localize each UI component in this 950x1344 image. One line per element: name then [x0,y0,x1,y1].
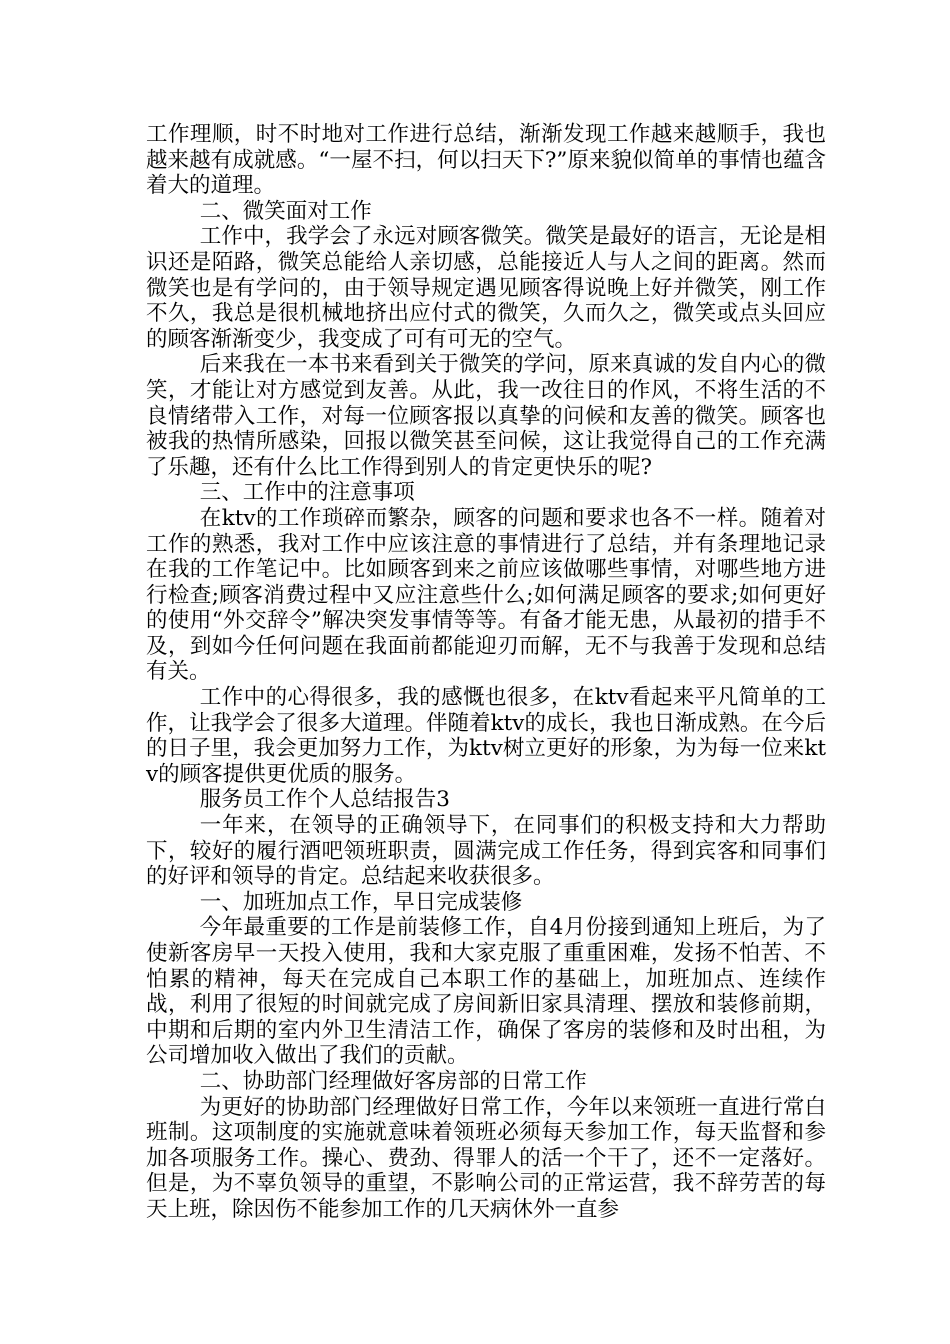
section-heading-smile: 二、微笑面对工作 [199,198,372,224]
paragraph-ktv-notes: 在ktv的工作琐碎而繁杂，顾客的问题和要求也各不一样。随着对工作的熟悉，我对工作中应该注意的事情进行了总结，并有条理地记录在我的工作笔记中。比如顾客到来之前应该做哪些事情，对哪些地方进行检查;顾客消费过程中又应注意些什么;如何满足顾客的要求;如何更好的使用“外交辞令”解决突发事情等等。有备才能无患，从最初的措手不及，到如今任何问题在我面前都能迎刃而解，无不与我善于发现和总结有关。 [146,505,826,685]
paragraph-ktv-reflection: 工作中的心得很多，我的感慨也很多，在ktv看起来平凡简单的工作，让我学会了很多大道理。伴随着ktv的成长，我也日渐成熟。在今后的日子里，我会更加努力工作，为ktv树立更好的形象，为为每一位来ktv的顾客提供更优质的服务。 [146,685,826,787]
section-heading-precautions: 三、工作中的注意事项 [199,480,415,506]
paragraph-renovation: 今年最重要的工作是前装修工作，自4月份接到通知上班后，为了使新客房早一天投入使用，我和大家克服了重重困难，发扬不怕苦、不怕累的精神，每天在完成自己本职工作的基础上，加班加点、连续作战，利用了很短的时间就完成了房间新旧家具清理、摆放和装修前期，中期和后期的室内外卫生清洁工作，确保了客房的装修和及时出租，为公司增加收入做出了我们的贡献。 [146,915,826,1069]
paragraph-daily-work: 为更好的协助部门经理做好日常工作，今年以来领班一直进行常白班制。这项制度的实施就意味着领班必须每天参加工作，每天监督和参加各项服务工作。操心、费劲、得罪人的活一个干了，还不一定落好。但是，为不辜负领导的重望，不影响公司的正常运营，我不辞劳苦的每天上班，除因伤不能参加工作的几天病休外一直参 [146,1094,826,1222]
section-heading-overtime: 一、加班加点工作，早日完成装修 [199,889,523,915]
paragraph-smile-sincerity: 后来我在一本书来看到关于微笑的学问，原来真诚的发自内心的微笑，才能让对方感觉到友善。从此，我一改往日的作风，不将生活的不良情绪带入工作，对每一位顾客报以真挚的问候和友善的微笑。顾客也被我的热情所感染，回报以微笑甚至问候，这让我觉得自己的工作充满了乐趣，还有什么比工作得到别人的肯定更快乐的呢? [146,352,826,480]
document-page [146,122,826,1223]
section-heading-assist-manager: 二、协助部门经理做好客房部的日常工作 [199,1068,587,1094]
paragraph-smile-learning: 工作中，我学会了永远对顾客微笑。微笑是最好的语言，无论是相识还是陌路，微笑总能给人亲切感，总能接近人与人之间的距离。然而微笑也是有学问的，由于领导规定遇见顾客得说晚上好并微笑，刚工作不久，我总是很机械地挤出应付式的微笑，久而久之，微笑或点头回应的顾客渐渐变少，我变成了可有可无的空气。 [146,224,826,352]
paragraph-intro-continuation: 工作理顺，时不时地对工作进行总结，渐渐发现工作越来越顺手，我也越来越有成就感。“一屋不扫，何以扫天下?”原来貌似简单的事情也蕴含着大的道理。 [146,122,826,199]
report-title-3: 服务员工作个人总结报告3 [199,787,450,813]
paragraph-year-summary: 一年来，在领导的正确领导下，在同事们的积极支持和大力帮助下，较好的履行酒吧领班职责，圆满完成工作任务，得到宾客和同事们的好评和领导的肯定。总结起来收获很多。 [146,813,826,890]
